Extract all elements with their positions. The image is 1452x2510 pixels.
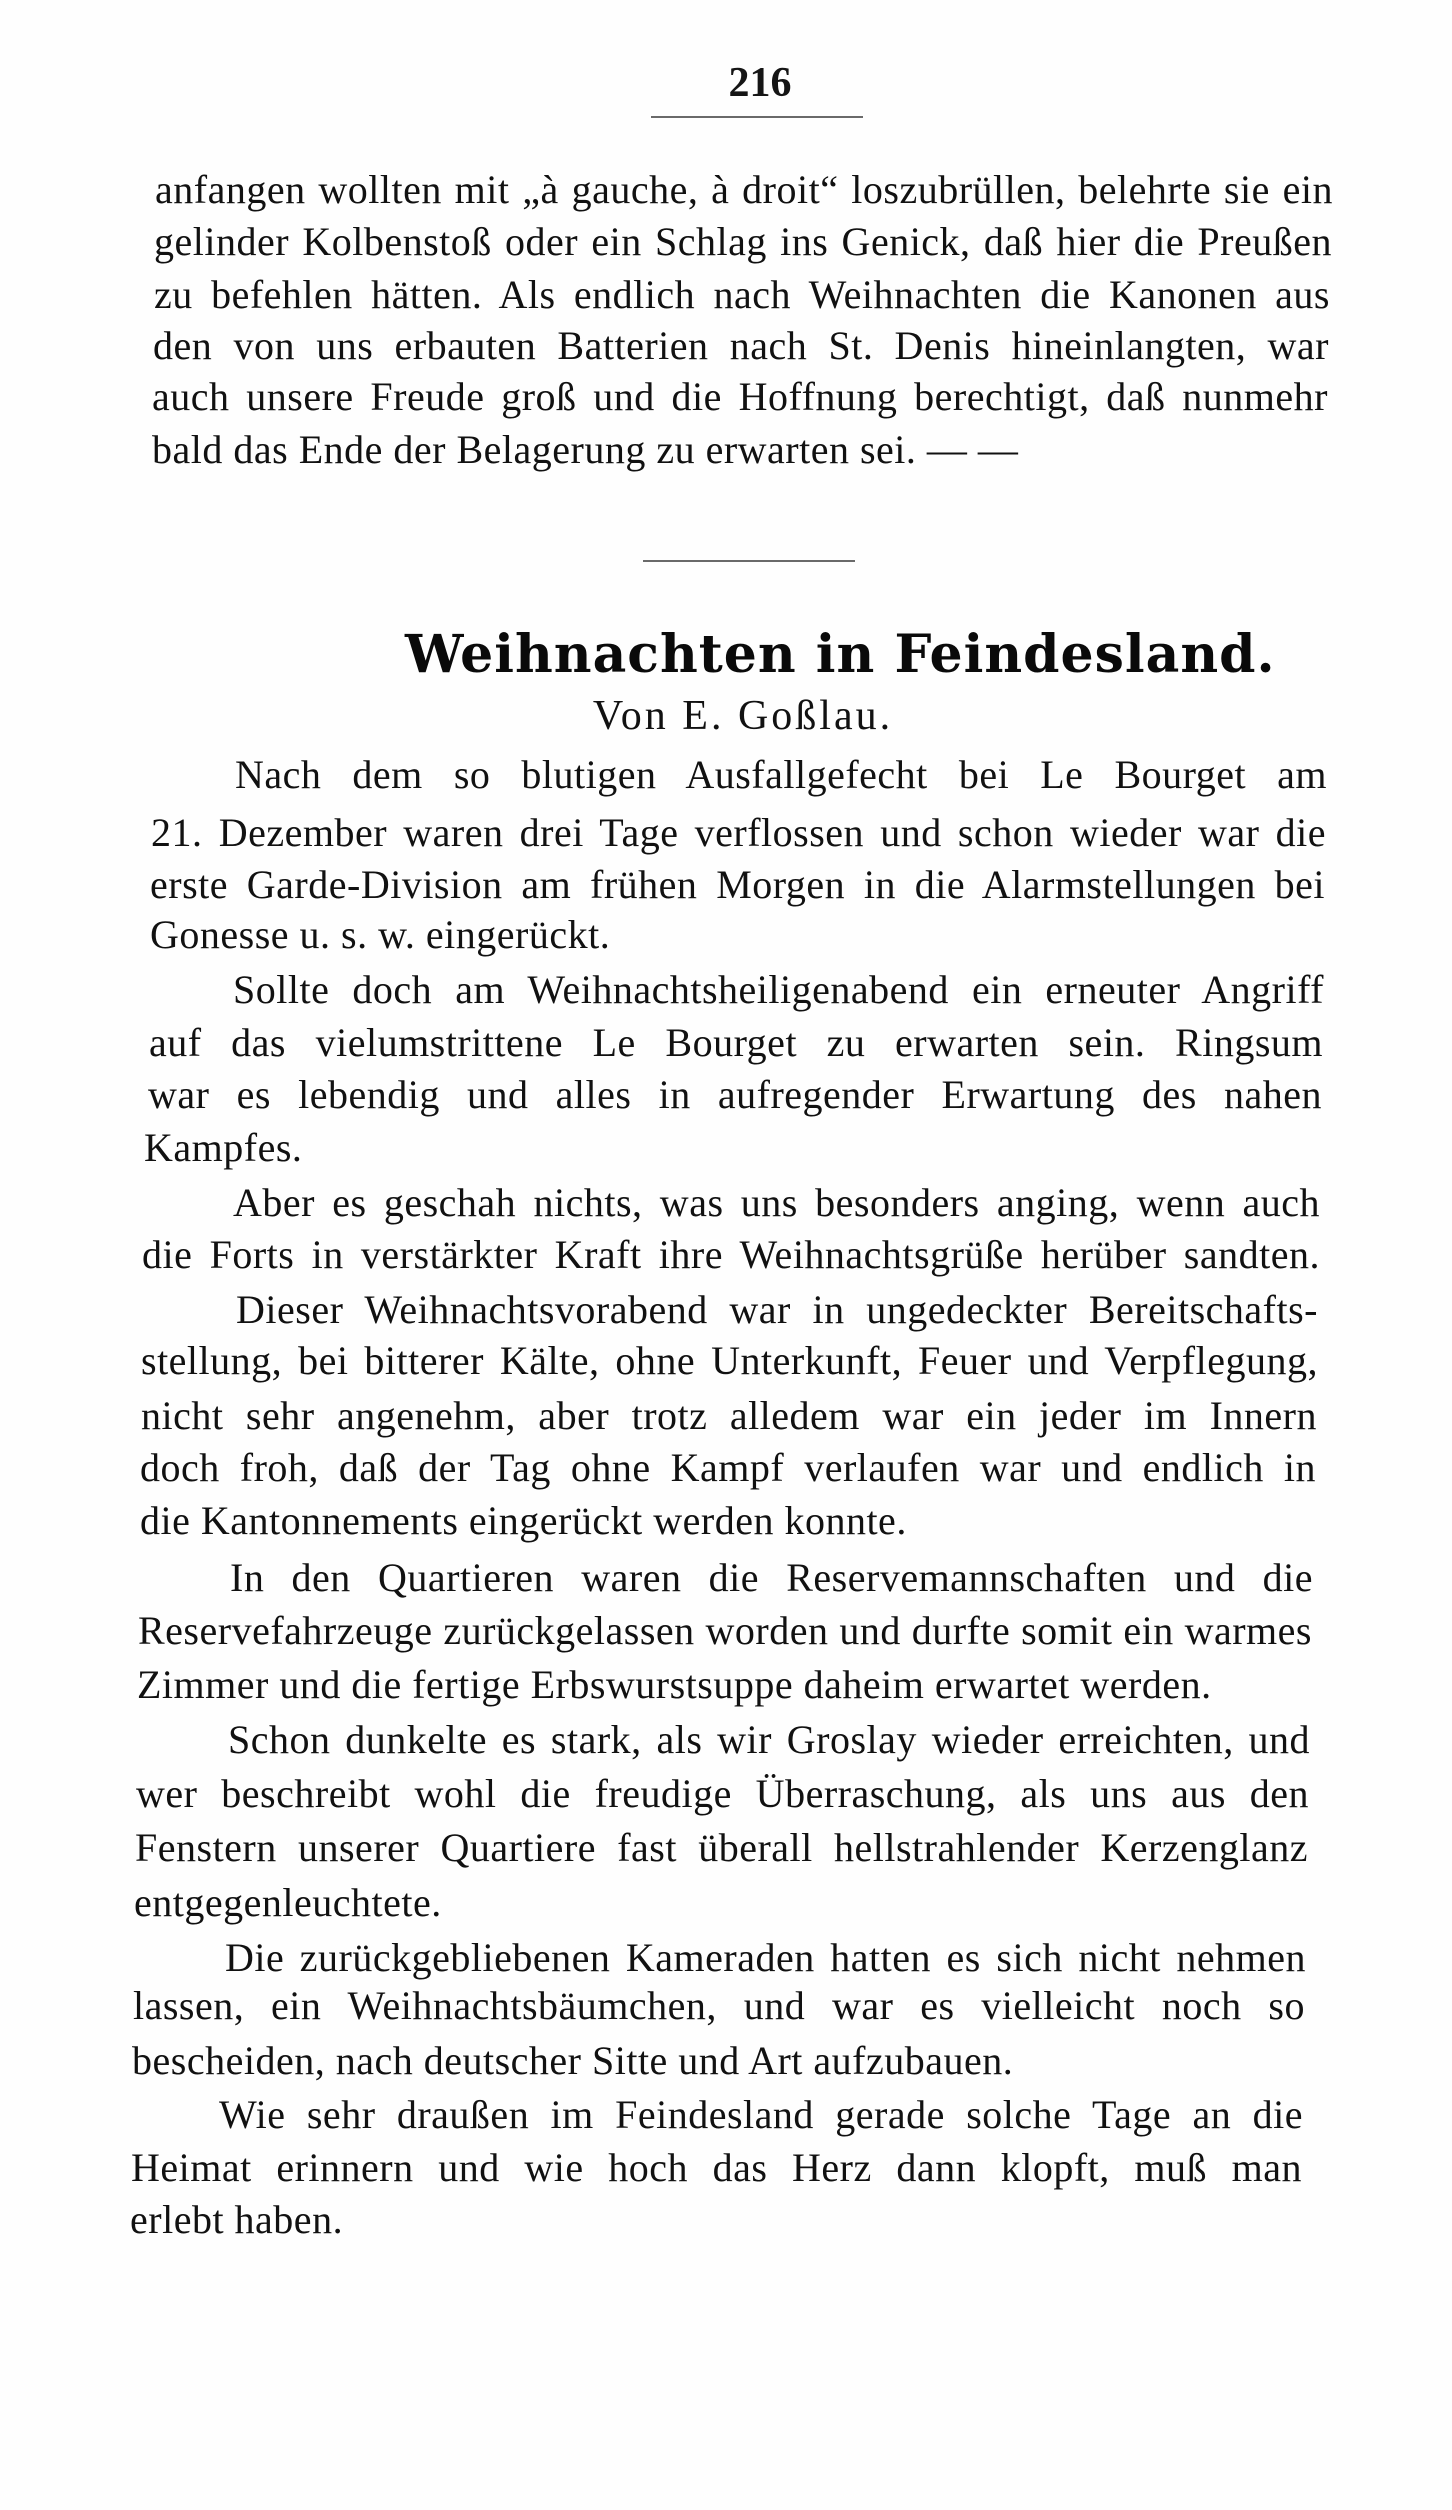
section-separator-rule — [643, 560, 855, 562]
text-line: die Forts in verstärkter Kraft ihre Weihnachtsgrüße herüber sandten. — [142, 1232, 1320, 1277]
text-line: gelinder Kolbenstoß oder ein Schlag ins Genick, daß hier die Preußen — [154, 219, 1332, 264]
text-line: den von uns erbauten Batterien nach St. Denis hineinlangten, war — [153, 323, 1329, 368]
article-title: Weihnachten in Feindesland. — [405, 624, 1276, 685]
text-line: zu befehlen hätten. Als endlich nach Weihnachten die Kanonen aus — [154, 272, 1330, 317]
text-line: Aber es geschah nichts, was uns besonders anging, wenn auch — [233, 1180, 1320, 1225]
text-line: auch unsere Freude groß und die Hoffnung berechtigt, daß nunmehr — [152, 374, 1328, 419]
text-line: wer beschreibt wohl die freudige Überraschung, als uns aus den — [136, 1771, 1309, 1816]
article-byline: Von E. Goßlau. — [592, 693, 894, 739]
text-line: die Kantonnements eingerückt werden konnte. — [140, 1498, 907, 1543]
text-line: war es lebendig und alles in aufregender Erwartung des nahen — [148, 1072, 1322, 1117]
page-number: 216 — [728, 60, 792, 106]
text-line: Schon dunkelte es stark, als wir Groslay wieder erreichten, und — [228, 1717, 1310, 1762]
text-line: Heimat erinnern und wie hoch das Herz dann klopft, muß man — [131, 2145, 1302, 2190]
text-line: anfangen wollten mit „à gauche, à droit“ loszubrüllen, belehrte sie ein — [155, 167, 1333, 212]
text-line: Sollte doch am Weihnachtsheiligenabend ein erneuter Angriff — [233, 967, 1324, 1012]
text-line: Kampfes. — [144, 1125, 303, 1170]
text-line: Gonesse u. s. w. eingerückt. — [150, 912, 611, 957]
text-line: erste Garde-Division am frühen Morgen in die Alarmstellungen bei — [150, 862, 1325, 907]
text-line: lassen, ein Weihnachtsbäumchen, und war es vielleicht noch so — [133, 1983, 1305, 2028]
text-line: entgegenleuchtete. — [134, 1880, 442, 1925]
text-line: erlebt haben. — [130, 2197, 344, 2242]
text-line: In den Quartieren waren die Reservemannschaften und die — [230, 1555, 1313, 1600]
text-line: auf das vielumstrittene Le Bourget zu erwarten sein. Ringsum — [149, 1020, 1323, 1065]
page-number-rule — [651, 116, 863, 118]
text-line: Dieser Weihnachtsvorabend war in ungedeckter Bereitschafts- — [236, 1287, 1318, 1332]
text-line: nicht sehr angenehm, aber trotz alledem war ein jeder im Innern — [141, 1393, 1317, 1438]
text-line: Reservefahrzeuge zurückgelassen worden und durfte somit ein warmes — [138, 1608, 1312, 1653]
text-line: doch froh, daß der Tag ohne Kampf verlaufen war und endlich in — [140, 1445, 1316, 1490]
text-line: bald das Ende der Belagerung zu erwarten sei. — — — [152, 427, 1019, 472]
text-line: 21. Dezember waren drei Tage verflossen und schon wieder war die — [151, 810, 1326, 855]
text-line: Nach dem so blutigen Ausfallgefecht bei Le Bourget am — [235, 752, 1327, 797]
text-line: Wie sehr draußen im Feindesland gerade solche Tage an die — [219, 2092, 1303, 2137]
text-line: stellung, bei bitterer Kälte, ohne Unterkunft, Feuer und Verpflegung, — [141, 1338, 1318, 1383]
text-line: bescheiden, nach deutscher Sitte und Art aufzubauen. — [132, 2038, 1014, 2083]
text-line: Fenstern unserer Quartiere fast überall hellstrahlender Kerzenglanz — [135, 1825, 1308, 1870]
text-line: Zimmer und die fertige Erbswurstsuppe daheim erwartet werden. — [137, 1662, 1212, 1707]
text-line: Die zurückgebliebenen Kameraden hatten es sich nicht nehmen — [225, 1935, 1306, 1980]
